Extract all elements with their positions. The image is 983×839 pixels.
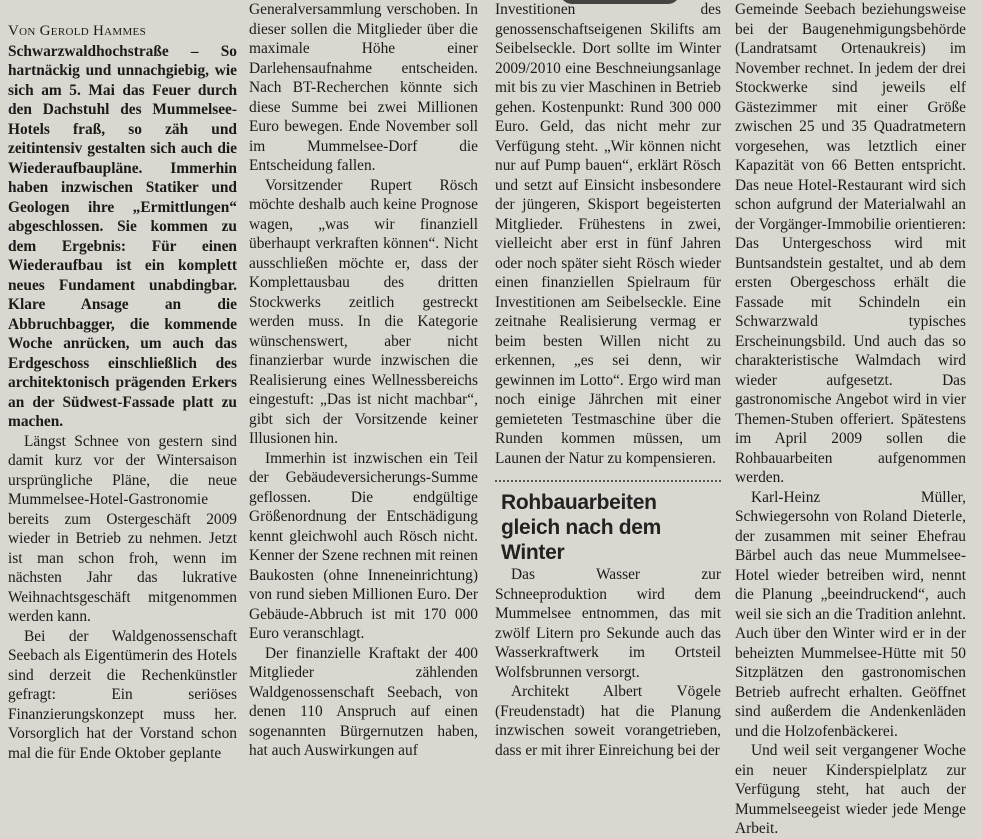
dotted-separator	[495, 480, 721, 482]
paragraph-7: Architekt Albert Vögele (Freudenstadt) hat die Planung inzwischen soweit vorangetrieben, dass er mit ihrer Einreichung bei der	[495, 683, 721, 759]
paragraph-8: Karl-Heinz Müller, Schwiegersohn von Roland Dieterle, der zusammen mit seiner Ehefrau Bärbel auch das neue Mummelsee-Hotel wieder betreiben wird, nennt die Planung „beeindruckend“, auch weil sie sich an die Tradition anlehnt. Auch über den Winter wird er in der beheizten Mummelsee-Hütte mit 50 Sitzplätzen den gastronomischen Betrieb aufrecht erhalten. Geöffnet sind außerdem die Andenkenläden und die Holzofenbäckerei.	[735, 488, 966, 740]
paragraph-5: Der finanzielle Kraftakt der 400 Mitglieder zählenden Waldgenossenschaft Seebach, von denen 110 Anspruch auf einen sogenannten Bürgernutzen haben, hat auch Auswirkungen auf	[249, 644, 478, 759]
byline: Von Gerold Hammes	[8, 23, 146, 39]
paragraph-7-continued: Gemeinde Seebach beziehungsweise bei der Baugenehmigungsbehörde (Landratsamt Ortenaukreis) im November rechnet. In jedem der drei Stockwerke sind jeweils elf Gästezimmer mit einer Größe zwischen 25 und 35 Quadratmetern vorgesehen, was letztlich einer Kapazität von 66 Betten entspricht. Das neue Hotel-Restaurant wird sich schon aufgrund der Materialwahl an der Vorgänger-Immobilie orientieren: Das Untergeschoss wird mit Buntsandstein gestaltet, und ab dem ersten Obergeschoss erhält die Fassade mit Schindeln ein Schwarzwald typisches Erscheinungsbild. Und auch das so charakteristische Walmdach wird wieder aufgesetzt. Das gastronomische Angebot wird in vier Themen-Stuben offeriert. Spätestens im April 2009 sollen die Rohbauarbeiten aufgenommen werden.	[735, 1, 966, 486]
column-2	[249, 0, 478, 777]
paragraph-4: Immerhin ist inzwischen ein Teil der Gebäudeversicherungs-Summe geflossen. Die endgültige Größenordnung der Entschädigung kennt gleichwohl auch Rösch nicht. Kenner der Szene rechnen mit reinen Baukosten (ohne Inneneinrichtung) von rund sieben Millionen Euro. Der Gebäude-Abbruch ist mit 170 000 Euro veranschlagt.	[249, 449, 478, 642]
paragraph-9: Und weil seit vergangener Woche ein neuer Kinderspielplatz zur Verfügung steht, hat auch der Mummelseegeist wieder jede Menge Arbeit.	[735, 742, 966, 837]
paragraph-5-continued: Investitionen des genossenschaftseigenen Skilifts am Seibelseckle. Dort sollte im Winter 2009/2010 eine Beschneiungsanlage mit bis zu vier Maschinen in Betrieb gehen. Kostenpunkt: Rund 300 000 Euro. Geld, das nicht mehr zur Verfügung steht. „Wir können nicht nur auf Pump bauen“, erklärt Rösch und setzt auf Einsicht insbesondere der jüngeren, Skisport begeisterten Mitglieder. Frühestens in zwei, vielleicht aber erst in fünf Jahren oder noch später sieht Rösch wieder einen finanziellen Spielraum für Investitionen am Seibelseckle. Eine zeitnahe Realisierung vermag er beim besten Willen nicht zu erkennen, „es sei denn, wir gewinnen im Lotto“. Ergo wird man noch einige Jährchen mit einer gemieteten Testmaschine über die Runden kommen müssen, um Launen der Natur zu kompensieren.	[495, 1, 721, 467]
column-3	[495, 0, 721, 777]
paragraph-6: Das Wasser zur Schneeproduktion wird dem Mummelsee entnommen, das mit zwölf Litern pro Sekunde auch das Wasserkraftwerk im Ortsteil Wolfsbrunnen versorgt.	[495, 566, 721, 681]
column-4	[735, 0, 966, 837]
paragraph-1: Längst Schnee von gestern sind damit kurz vor der Wintersaison ursprüngliche Pläne, die neue Mummelsee-Hotel-Gastronomie bereits zum Ostergeschäft 2009 wieder in Betrieb zu nehmen. Jetzt ist man schon froh, wenn im nächsten Jahr das lukrative Weihnachtsgeschäft mitgenommen werden kann.	[8, 432, 237, 625]
subheading: Rohbauarbeiten gleich nach dem Winter	[501, 491, 662, 564]
column-1	[8, 0, 237, 777]
paragraph-2: Bei der Waldgenossenschaft Seebach als Eigentümerin des Hotels sind derzeit die Rechenkünstler gefragt: Ein seriöses Finanzierungskonzept muss her. Vorsorglich hat der Vorstand schon mal die für Ende Oktober geplante	[8, 627, 237, 762]
paragraph-2-continued: Generalversammlung verschoben. In dieser sollen die Mitglieder über die maximale Höhe einer Darlehensaufnahme entscheiden. Nach BT-Recherchen könnte sich diese Summe bei zwei Millionen Euro bewegen. Ende November soll im Mummelsee-Dorf die Entscheidung fallen.	[249, 1, 478, 174]
lead-paragraph: Schwarzwaldhochstraße – So hartnäckig und unnachgiebig, wie sich am 5. Mai das Feuer durch den Dachstuhl des Mummelsee-Hotels fraß, so zäh und zeitintensiv gestalten sich auch die Wiederaufbaupläne. Immerhin haben inzwischen Statiker und Geologen ihre „Ermittlungen“ abgeschlossen. Sie kommen zu dem Ergebnis: Für einen Wiederaufbau ist ein komplett neues Fundament unabdingbar. Klare Ansage an die Abbruchbagger, die kommende Woche anrücken, um auch das Erdgeschoss einschließlich des architektonisch prägenden Erkers an der Südwest-Fassade platt zu machen.	[8, 42, 237, 430]
paragraph-3: Vorsitzender Rupert Rösch möchte deshalb auch keine Prognose wagen, „was wir finanziell überhaupt verkraften können“. Nicht ausschließen möchte er, dass der Komplettausbau des dritten Stockwerks zeitlich gestreckt werden muss. In die Kategorie wünschenswert, aber nicht finanzierbar wurde inzwischen die Realisierung eines Wellnessbereichs eingestuft: „Das ist nicht machbar“, gibt sich der Vorsitzende keiner Illusionen hin.	[249, 176, 478, 447]
